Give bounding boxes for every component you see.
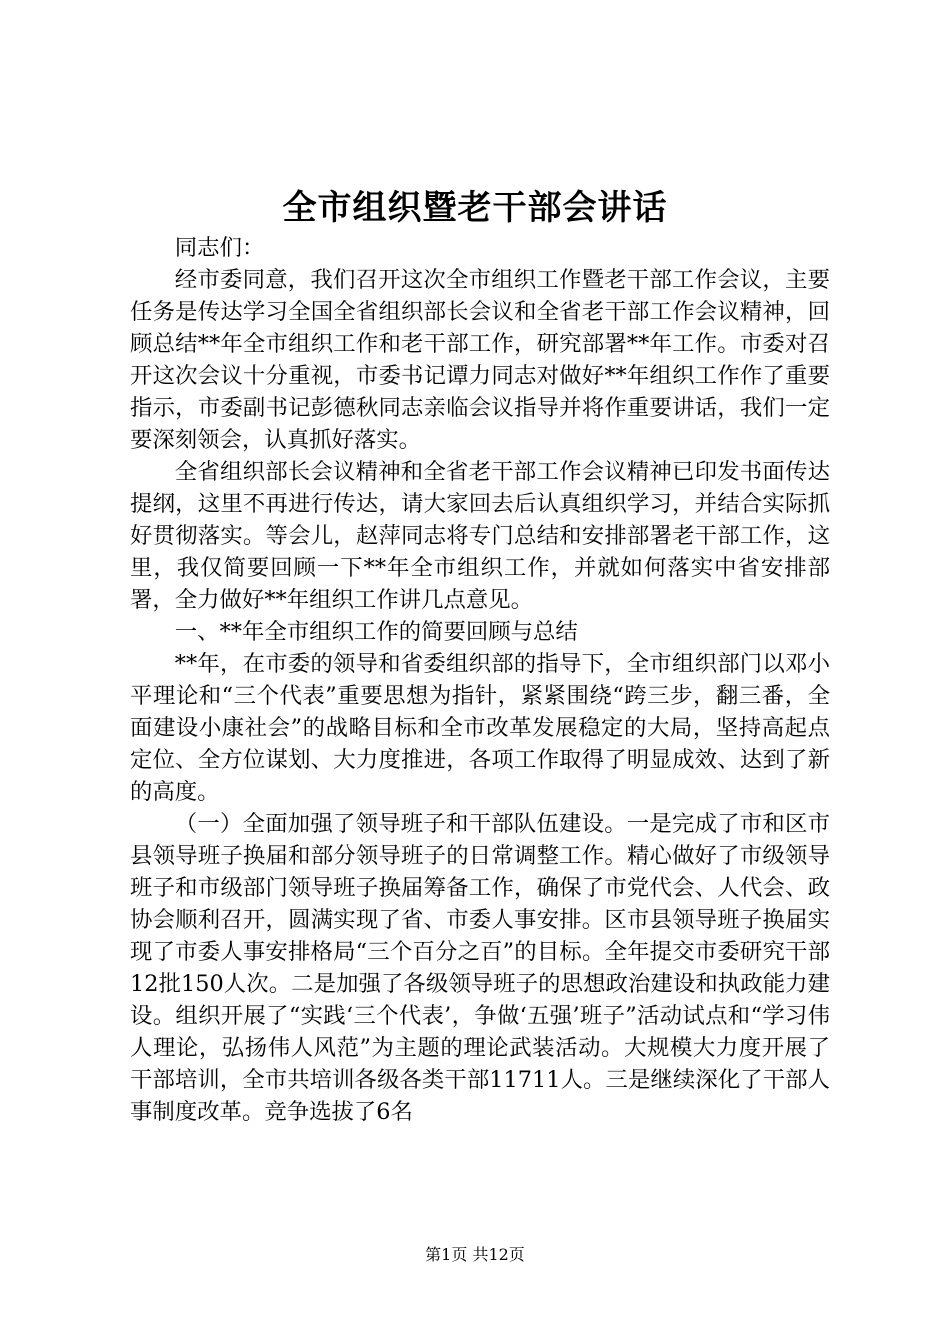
- body-paragraph: 全省组织部长会议精神和全省老干部工作会议精神已印发书面传达提纲，这里不再进行传达，请大家回去后认真组织学习，并结合实际抓好贯彻落实。等会儿，赵萍同志将专门总结和安排部署老干部工作，这里，我仅简要回顾一下**年全市组织工作，并就如何落实中省安排部署，全力做好**年组织工作讲几点意见。: [130, 459, 830, 613]
- document-body: [130, 232, 830, 1128]
- salutation-paragraph: 同志们：: [174, 235, 265, 261]
- section-heading: 一、**年全市组织工作的简要回顾与总结: [174, 619, 578, 645]
- page-number-footer: 第1页 共12页: [425, 1245, 525, 1264]
- body-paragraph: （一）全面加强了领导班子和干部队伍建设。一是完成了市和区市县领导班子换届和部分领导班子的日常调整工作。精心做好了市级领导班子和市级部门领导班子换届筹备工作，确保了市党代会、人代会、政协会顺利召开，圆满实现了省、市委人事安排。区市县领导班子换届实现了市委人事安排格局“三个百分之百”的目标。全年提交市委研究干部12批150人次。二是加强了各级领导班子的思想政治建设和执政能力建设。组织开展了“实践‘三个代表’，争做‘五强’班子”活动试点和“学习伟人理论，弘扬伟人风范”为主题的理论武装活动。大规模大力度开展了干部培训，全市共培训各级各类干部11711人。三是继续深化了干部人事制度改革。竞争选拔了6名: [130, 811, 830, 1125]
- body-paragraph: **年，在市委的领导和省委组织部的指导下，全市组织部门以邓小平理论和“三个代表”重要思想为指针，紧紧围绕“跨三步，翻三番，全面建设小康社会”的战略目标和全市改革发展稳定的大局，坚持高起点定位、全方位谋划、大力度推进，各项工作取得了明显成效、达到了新的高度。: [130, 651, 830, 805]
- body-paragraph: 经市委同意，我们召开这次全市组织工作暨老干部工作会议，主要任务是传达学习全国全省组织部长会议和全省老干部工作会议精神，回顾总结**年全市组织工作和老干部工作，研究部署**年工作。市委对召开这次会议十分重视，市委书记谭力同志对做好**年组织工作作了重要指示，市委副书记彭德秋同志亲临会议指导并将作重要讲话，我们一定要深刻领会，认真抓好落实。: [130, 267, 830, 453]
- document-title: 全市组织暨老干部会讲话: [282, 188, 668, 228]
